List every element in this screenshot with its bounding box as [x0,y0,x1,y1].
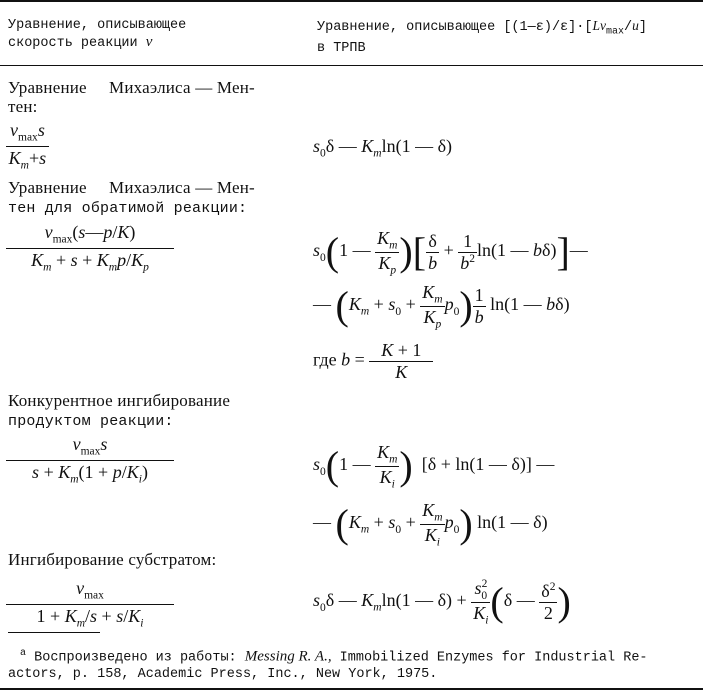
row1-equation: $s_0\delta$ — $K_m\ln(1$ — δ) [313,136,453,160]
footnote: $^а$ Воспроизведено из работы: Messing R. A., Immobilized Enzymes for Industrial Re- actors, p. 158, Academic Press, Inc., New York, 1975. [8,648,648,682]
row3-rate-fraction: $v_{max}s$ $s + K_m(1 + p/K_i)$ [6,434,174,485]
row4-rate-fraction: $v_{max}$ $1 + K_m/s + s/K_i$ [6,578,174,629]
row4-label: Ингибирование субстратом: [8,550,217,569]
row2-rate-fraction: $v_{max}(s—p/K)$ $K_m + s + K_mp/K_p$ [6,222,174,273]
row3-label: Конкурентное ингибирование продуктом реакции: [8,391,231,430]
table-bottom-rule [0,688,703,690]
row2-label: Уравнение Михаэлиса — Мен- тен для обратимой реакции: [8,178,255,217]
row2-equation-line1: $s_0(1$ — $\frac{K_m}{K_p}$ )[ $\frac{\delta}{b}$ + $\frac{1}{b^2}$ ln(1 — bδ)]— [313,228,588,277]
row3-equation-line2: — ($K_m + s_0$ + $\frac{K_m}{K_i}$ $p_0$) ln(1 — δ) [313,500,548,549]
row4-equation: $s_0\delta$ — $K_m\ln(1$ — δ) + $\frac{s^2_0}{K_i}$ (δ — $\frac{\delta^2}{2}$ ) [313,578,571,627]
row2-equation-line2: — ($K_m + s_0$ + $\frac{K_m}{K_p}$ $p_0$) $\frac{1}{b}$ ln(1 — bδ) [313,282,570,331]
row1-rate-fraction: $v_{max}s$ $K_m+s$ [6,120,49,171]
header-bottom-rule [0,65,703,66]
header-col1: Уравнение, описывающее скорость реакции v [8,18,187,51]
footnote-rule [8,632,100,633]
table-top-rule [0,0,703,2]
row1-label: Уравнение Михаэлиса — Мен- тен: [8,78,255,116]
header-col2: Уравнение, описывающее $[(1—\varepsilon)/\varepsilon]\cdot[Lv_{max}/u]$ в ТРПВ [317,18,647,56]
row2-where: где b = $\frac{K + 1}{K}$ [313,340,433,383]
row3-equation-line1: $s_0(1$ — $\frac{K_m}{K_i}$ ) [δ + ln(1 — δ)] — [313,442,555,491]
